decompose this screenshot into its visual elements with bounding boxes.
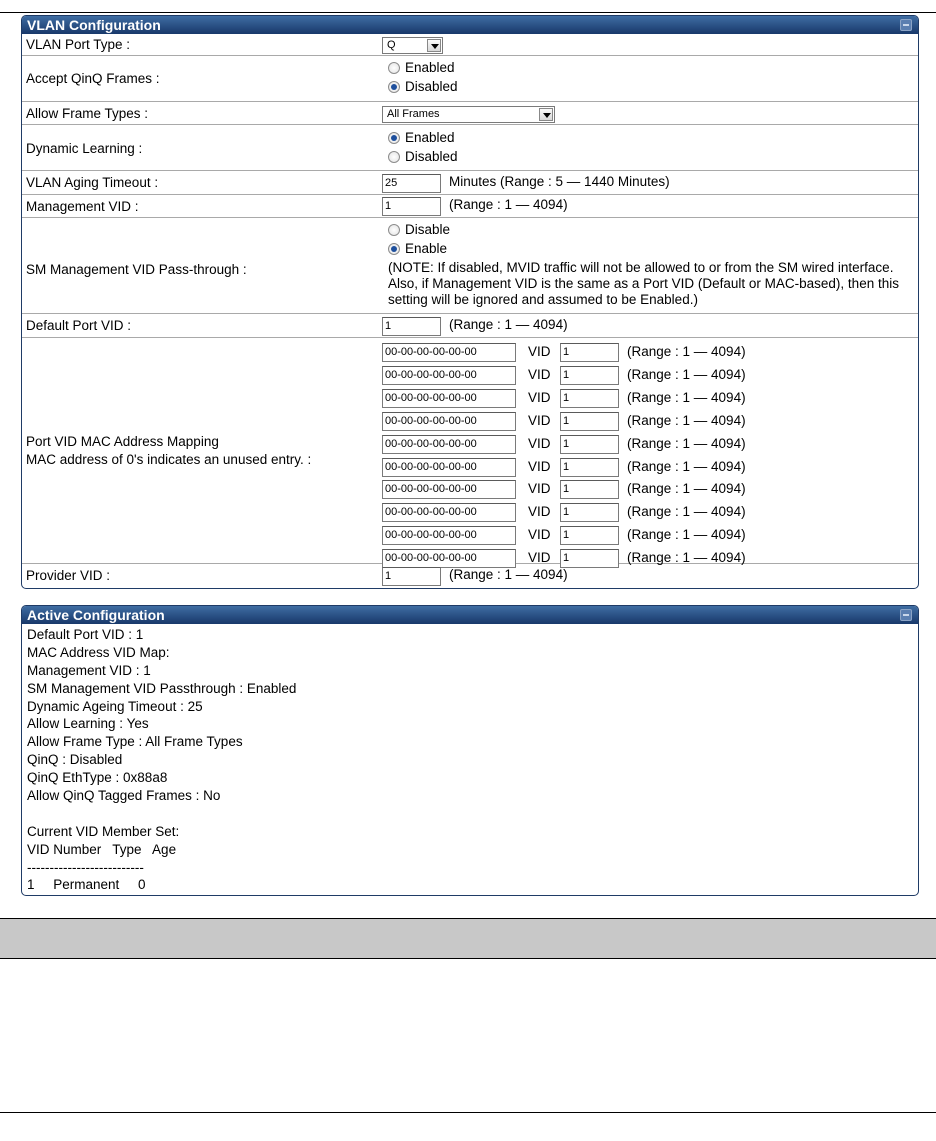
active-config-line: Allow QinQ Tagged Frames : No (27, 788, 221, 804)
mac-address-input[interactable]: 00-00-00-00-00-00 (382, 480, 516, 499)
provider-vid-label: Provider VID : (26, 568, 111, 583)
mac-vid-range-hint: (Range : 1 — 4094) (627, 344, 746, 359)
mac-vid-input[interactable]: 1 (560, 389, 619, 408)
row-vlan-port-type (22, 34, 918, 56)
mac-address-input[interactable]: 00-00-00-00-00-00 (382, 526, 516, 545)
sm-mgmt-vid-passthrough-label: SM Management VID Pass-through : (26, 262, 247, 277)
collapse-icon[interactable] (900, 609, 912, 621)
radio-selected-icon (388, 81, 400, 93)
chevron-down-icon (539, 108, 553, 121)
mac-vid-input[interactable]: 1 (560, 458, 619, 477)
row-accept-qinq (22, 56, 918, 102)
mac-mapping-label-line1: Port VID MAC Address Mapping (26, 434, 219, 449)
active-config-line: QinQ EthType : 0x88a8 (27, 770, 168, 786)
mac-vid-range-hint: (Range : 1 — 4094) (627, 458, 746, 474)
mac-address-input[interactable]: 00-00-00-00-00-00 (382, 412, 516, 431)
active-config-line: 1 Permanent 0 (27, 877, 146, 893)
management-vid-label: Management VID : (26, 199, 139, 214)
vlan-configuration-panel (21, 15, 919, 589)
active-config-line: SM Management VID Passthrough : Enabled (27, 680, 297, 696)
mac-mapping-entries (382, 338, 918, 566)
vlan-aging-timeout-input[interactable]: 25 (382, 174, 441, 193)
default-port-vid-input[interactable]: 1 (382, 317, 441, 336)
active-panel-title: Active Configuration (27, 607, 165, 623)
allow-frame-types-value: All Frames (387, 108, 440, 120)
row-vlan-aging-timeout (22, 171, 918, 195)
active-config-line: Default Port VID : 1 (27, 627, 144, 642)
mac-vid-label: VID (528, 504, 551, 520)
mac-vid-input[interactable]: 1 (560, 503, 619, 522)
accept-qinq-label: Accept QinQ Frames : (26, 71, 160, 86)
mac-vid-label: VID (528, 458, 551, 474)
row-provider-vid (22, 564, 918, 588)
top-rule (0, 12, 936, 13)
mac-vid-input[interactable]: 1 (560, 549, 619, 568)
active-config-line: Management VID : 1 (27, 662, 151, 678)
active-config-line: Allow Frame Type : All Frame Types (27, 734, 243, 750)
mac-address-input[interactable]: 00-00-00-00-00-00 (382, 366, 516, 385)
mac-vid-range-hint: (Range : 1 — 4094) (627, 481, 746, 497)
allow-frame-types-select[interactable] (382, 106, 555, 123)
passthrough-enable-label: Enable (405, 241, 448, 256)
mac-vid-label: VID (528, 366, 551, 382)
row-sm-mgmt-vid-passthrough (22, 218, 918, 314)
passthrough-disable-label: Disable (405, 222, 451, 237)
chevron-down-icon (427, 39, 441, 52)
active-panel-header (22, 606, 918, 624)
management-vid-input[interactable]: 1 (382, 197, 441, 216)
radio-icon (388, 151, 400, 163)
mac-vid-label: VID (528, 527, 551, 543)
mac-vid-range-hint: (Range : 1 — 4094) (627, 435, 746, 451)
mac-vid-input[interactable]: 1 (560, 526, 619, 545)
mac-address-input[interactable]: 00-00-00-00-00-00 (382, 503, 516, 522)
provider-vid-hint: (Range : 1 — 4094) (449, 567, 568, 582)
radio-selected-icon (388, 132, 400, 144)
mac-address-input[interactable]: 00-00-00-00-00-00 (382, 389, 516, 408)
active-config-line: Current VID Member Set: (27, 823, 180, 839)
mac-vid-range-hint: (Range : 1 — 4094) (627, 527, 746, 543)
mac-vid-range-hint: (Range : 1 — 4094) (627, 504, 746, 520)
mac-address-input[interactable]: 00-00-00-00-00-00 (382, 458, 516, 477)
collapse-icon[interactable] (900, 19, 912, 31)
active-config-line: -------------------------- (27, 859, 144, 875)
mac-vid-range-hint: (Range : 1 — 4094) (627, 366, 746, 382)
mac-vid-label: VID (528, 389, 551, 405)
active-config-line: VID Number Type Age (27, 841, 177, 857)
row-allow-frame-types (22, 102, 918, 125)
dynamic-learning-label: Dynamic Learning : (26, 141, 143, 156)
row-management-vid (22, 195, 918, 218)
active-config-line: Dynamic Ageing Timeout : 25 (27, 698, 203, 714)
row-default-port-vid (22, 314, 918, 338)
mac-vid-input[interactable]: 1 (560, 435, 619, 454)
qinq-disabled-label: Disabled (405, 79, 458, 94)
mac-vid-input[interactable]: 1 (560, 480, 619, 499)
vlan-port-type-label: VLAN Port Type : (26, 37, 131, 52)
passthrough-note: (NOTE: If disabled, MVID traffic will not be allowed to or from the SM wired interface. Also, if Management VID is the same as a Port VID (Default or MAC-based), then this setting will be ignored and assumed to be Enabled.) (388, 260, 899, 307)
mac-vid-range-hint: (Range : 1 — 4094) (627, 412, 746, 428)
allow-frame-types-label: Allow Frame Types : (26, 106, 149, 121)
radio-icon (388, 224, 400, 236)
radio-icon (388, 62, 400, 74)
radio-selected-icon (388, 243, 400, 255)
row-dynamic-learning (22, 125, 918, 171)
learning-enabled-label: Enabled (405, 130, 455, 145)
mac-address-input[interactable]: 00-00-00-00-00-00 (382, 343, 516, 362)
active-config-line: Allow Learning : Yes (27, 716, 149, 732)
row-port-vid-mac-mapping (22, 338, 918, 564)
active-config-line (27, 805, 296, 823)
mac-vid-range-hint: (Range : 1 — 4094) (627, 550, 746, 566)
provider-vid-input[interactable]: 1 (382, 567, 441, 586)
mac-address-input[interactable]: 00-00-00-00-00-00 (382, 549, 516, 568)
vlan-port-type-value: Q (387, 39, 396, 51)
mac-vid-label: VID (528, 435, 551, 451)
mac-vid-label: VID (528, 481, 551, 497)
qinq-enabled-label: Enabled (405, 60, 455, 75)
mac-vid-label: VID (528, 412, 551, 428)
vlan-aging-timeout-label: VLAN Aging Timeout : (26, 175, 159, 190)
learning-disabled-label: Disabled (405, 149, 458, 164)
management-vid-hint: (Range : 1 — 4094) (449, 197, 568, 212)
mac-vid-input[interactable]: 1 (560, 343, 619, 362)
default-port-vid-label: Default Port VID : (26, 318, 132, 333)
mac-vid-input[interactable]: 1 (560, 412, 619, 431)
bottom-rule (0, 1112, 936, 1113)
vlan-panel-header (22, 16, 918, 34)
active-configuration-panel (21, 605, 919, 896)
mac-vid-label: VID (528, 550, 551, 566)
mac-address-input[interactable]: 00-00-00-00-00-00 (382, 435, 516, 454)
mac-mapping-label-line2: MAC address of 0's indicates an unused entry. : (26, 452, 312, 467)
mac-vid-input[interactable]: 1 (560, 366, 619, 385)
gray-table-bar (0, 918, 936, 959)
active-config-line: MAC Address VID Map: (27, 644, 170, 660)
vlan-panel-title: VLAN Configuration (27, 17, 161, 33)
vlan-port-type-select[interactable] (382, 37, 443, 54)
mac-vid-range-hint: (Range : 1 — 4094) (627, 389, 746, 405)
default-port-vid-hint: (Range : 1 — 4094) (449, 317, 568, 332)
vlan-aging-timeout-hint: Minutes (Range : 5 — 1440 Minutes) (449, 174, 670, 189)
active-config-text (27, 626, 296, 894)
mac-vid-label: VID (528, 344, 551, 359)
active-config-line: QinQ : Disabled (27, 752, 123, 768)
